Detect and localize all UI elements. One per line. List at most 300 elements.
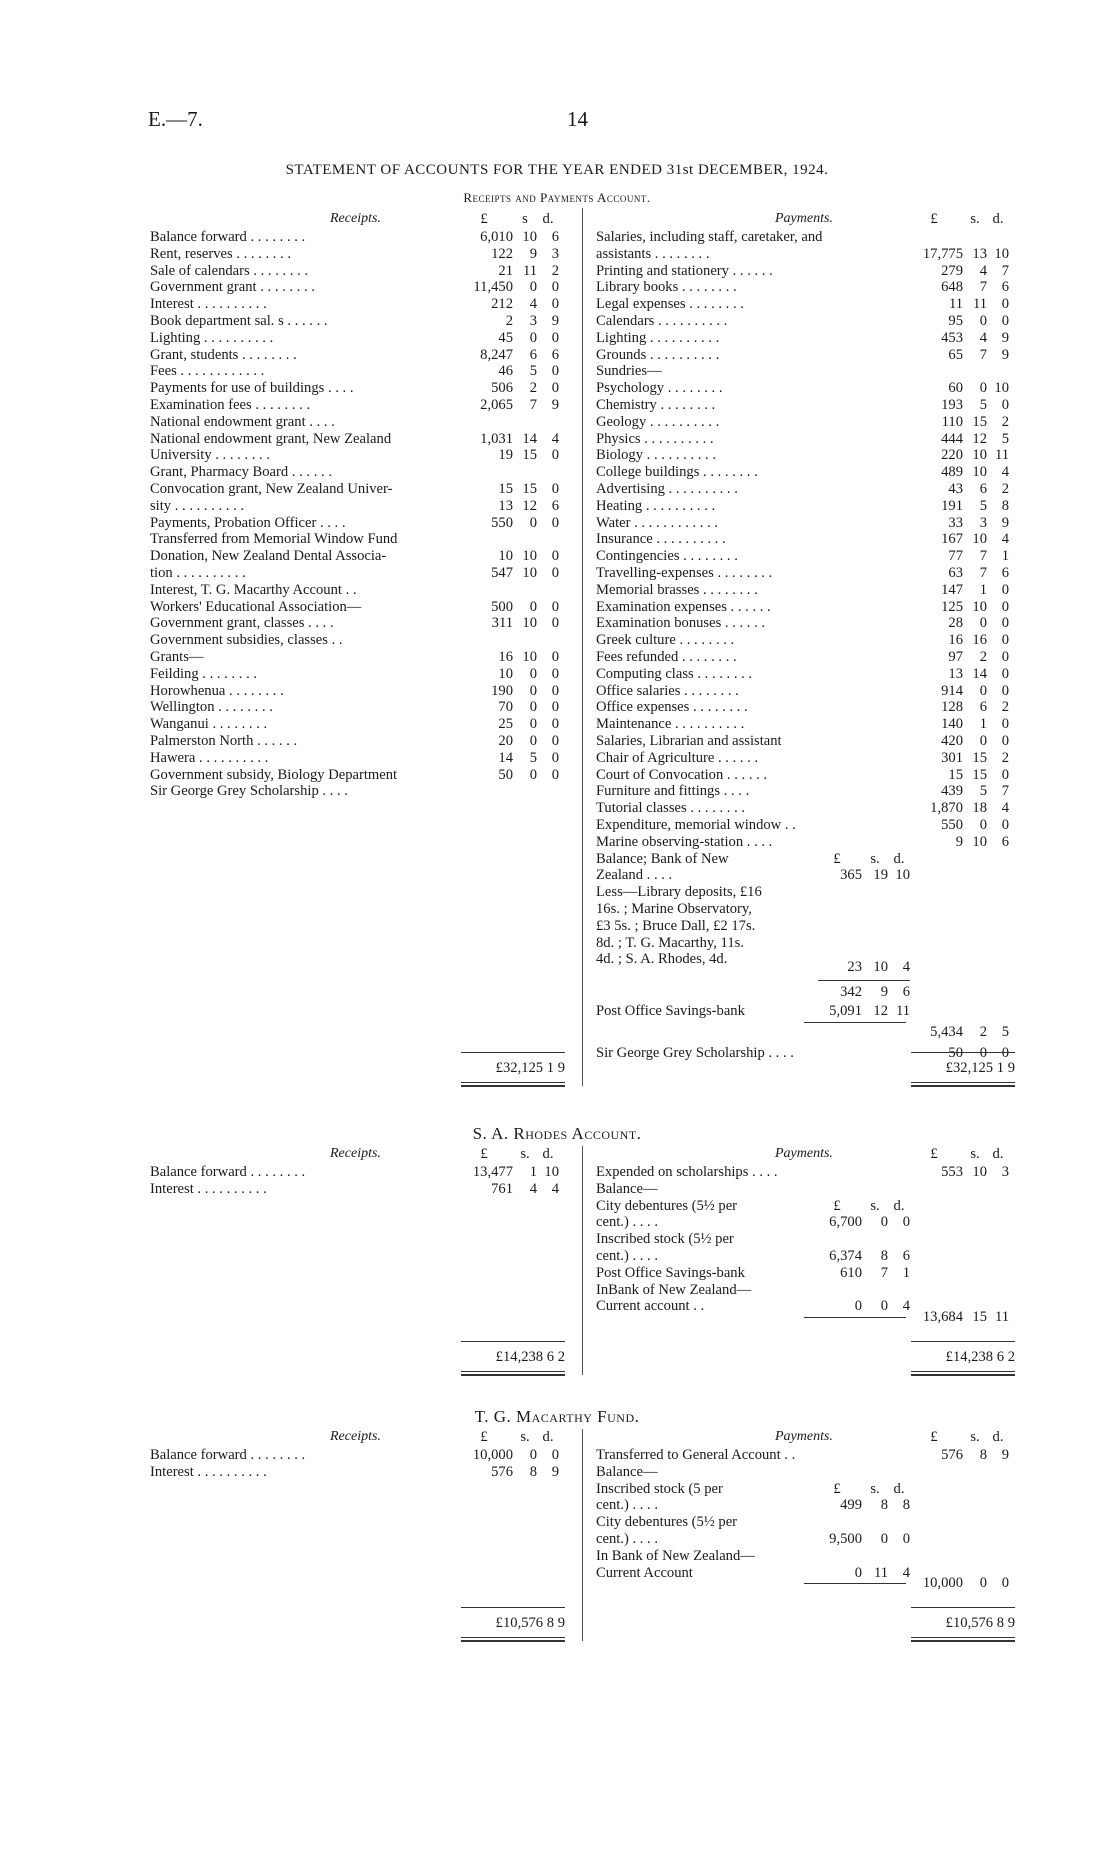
payment-row-amount — [905, 548, 1009, 565]
amount-shillings: 13 — [972, 245, 987, 262]
currency-unit: d. — [893, 1197, 905, 1214]
payment-row-label: Memorial brasses . . . . . . . . — [596, 581, 758, 598]
amount-shillings: 10 — [873, 959, 888, 976]
amount-shillings: 0 — [979, 817, 987, 833]
amount-pounds: 553 — [941, 1164, 963, 1180]
amount-pounds: 43 — [948, 481, 963, 497]
amount-pence: 9 — [1001, 514, 1009, 531]
currency-unit: s. — [870, 1480, 880, 1497]
payment-row-amount — [905, 800, 1009, 817]
receipt-row-label: National endowment grant, New Zealand — [150, 430, 392, 447]
balance-line: Inscribed stock (5½ per — [596, 1231, 734, 1248]
payment-row-label: Biology . . . . . . . . . . — [596, 447, 716, 464]
balance-detail-line: 16s. ; Marine Observatory, — [596, 901, 752, 917]
amount-pounds: 11,450 — [473, 279, 513, 296]
amount-shillings: 15 — [972, 1309, 987, 1326]
payment-row-label: Lighting . . . . . . . . . . — [596, 329, 720, 346]
amount-pounds: 122 — [491, 245, 513, 262]
amount-shillings: 0 — [979, 682, 987, 699]
bank-balance-amount — [812, 867, 910, 884]
payment-row-amount — [905, 733, 1009, 750]
amount-pence: 0 — [551, 766, 559, 783]
receipt-row-label: Wellington . . . . . . . . — [150, 699, 273, 716]
amount-shillings: 15 — [972, 413, 987, 430]
payment-row-label: Library books . . . . . . . . — [596, 279, 737, 296]
amount-pence: 0 — [1001, 1575, 1009, 1592]
amount-pounds: 50 — [948, 1044, 963, 1061]
amount-pence: 9 — [1001, 346, 1009, 363]
amount-pence: 0 — [551, 649, 559, 665]
amount-pounds: 167 — [941, 531, 963, 548]
amount-pence: 4 — [902, 959, 910, 976]
receipt-row-amount — [455, 229, 559, 246]
amount-pounds: 5,091 — [829, 1003, 862, 1019]
amount-pence: 11 — [994, 447, 1009, 464]
amount-pence: 5 — [1001, 430, 1009, 447]
amount-shillings: 11 — [972, 296, 987, 313]
amount-shillings: 10 — [972, 1164, 987, 1180]
payments-total: £32,125 1 9 — [945, 1060, 1015, 1076]
receipt-row-label: Palmerston North . . . . . . — [150, 733, 298, 749]
payments-currency-head — [905, 211, 1009, 228]
amount-pence: 0 — [551, 749, 559, 766]
net-bank-amount — [812, 984, 910, 1001]
amount-pence: 0 — [1001, 1044, 1009, 1061]
receipts-currency-head — [455, 1429, 559, 1446]
payment-row-label: assistants . . . . . . . . — [596, 245, 710, 262]
amount-pounds: 453 — [941, 329, 963, 346]
balance-line: Balance— — [596, 1463, 658, 1480]
balance-line: City debentures (5½ per — [596, 1197, 738, 1214]
balance-detail-line: Balance; Bank of New — [596, 850, 729, 867]
amount-pounds: 110 — [941, 413, 963, 430]
amount-pence: 0 — [1001, 682, 1009, 699]
payment-row-amount — [905, 279, 1009, 296]
amount-pence: 0 — [551, 296, 559, 313]
amount-shillings: 4 — [979, 329, 987, 346]
receipt-row-amount — [455, 363, 559, 380]
amount-pounds: 220 — [941, 447, 963, 464]
receipt-row-label: Interest . . . . . . . . . . — [150, 1180, 267, 1197]
amount-pence: 4 — [1001, 464, 1009, 481]
amount-pounds: 193 — [941, 397, 963, 413]
payment-row-label: Greek culture . . . . . . . . — [596, 632, 735, 649]
receipt-row-label: Sale of calendars . . . . . . . . — [150, 262, 309, 279]
receipt-row-label: National endowment grant . . . . — [150, 413, 335, 430]
balance-line: Current account . . — [596, 1298, 705, 1315]
amount-pounds: 301 — [941, 749, 963, 766]
amount-shillings: 9 — [529, 245, 537, 262]
amount-shillings: 0 — [529, 279, 537, 296]
amount-shillings: 2 — [979, 1023, 987, 1040]
amount-pounds: 9 — [955, 833, 963, 850]
balance-line-amount — [812, 1531, 910, 1548]
payment-row-label: Heating . . . . . . . . . . — [596, 497, 716, 514]
payment-row-amount — [905, 481, 1009, 498]
amount-pounds: 13 — [498, 497, 513, 514]
receipts-total-rule — [461, 1371, 565, 1376]
receipt-row-label: Donation, New Zealand Dental Associa- — [150, 548, 387, 565]
payment-row-label: Computing class . . . . . . . . — [596, 665, 753, 682]
receipts-total-top-rule — [461, 1052, 565, 1053]
amount-pounds: 8,247 — [480, 346, 513, 363]
amount-pence: 9 — [551, 397, 559, 413]
receipt-row-amount — [455, 347, 559, 364]
amount-shillings: 0 — [529, 682, 537, 699]
receipt-row-amount — [455, 565, 559, 582]
amount-shillings: 7 — [979, 346, 987, 363]
amount-pounds: 19 — [498, 447, 513, 464]
amount-shillings: 1 — [529, 1164, 537, 1180]
receipt-row-label: Interest . . . . . . . . . . — [150, 296, 267, 313]
amount-shillings: 10 — [522, 649, 537, 665]
amount-pounds: 0 — [854, 1564, 862, 1581]
currency-unit: d. — [542, 1429, 554, 1445]
balance-line: Current Account — [596, 1564, 693, 1581]
amount-pounds: 10,000 — [922, 1575, 963, 1592]
receipt-row-label: Hawera . . . . . . . . . . — [150, 749, 269, 766]
amount-shillings: 10 — [972, 531, 987, 548]
amount-shillings: 9 — [880, 984, 888, 1001]
amount-pounds: 500 — [491, 598, 513, 615]
payments-total-rule — [911, 1371, 1015, 1376]
receipt-row-label: Interest . . . . . . . . . . — [150, 1463, 267, 1480]
amount-pence: 0 — [551, 733, 559, 749]
receipt-row-label: Convocation grant, New Zealand Univer- — [150, 481, 393, 497]
amount-pounds: 60 — [948, 380, 963, 397]
payment-row-amount — [905, 330, 1009, 347]
amount-shillings: 4 — [979, 262, 987, 279]
balance-detail-line: £3 5s. ; Bruce Dall, £2 17s. — [596, 917, 756, 934]
amount-pence: 7 — [1001, 262, 1009, 279]
balance-total-amount — [905, 1024, 1009, 1041]
amount-shillings: 11 — [873, 1564, 888, 1581]
payment-row-label: Fees refunded . . . . . . . . — [596, 649, 737, 665]
amount-pence: 6 — [551, 497, 559, 514]
receipt-row-amount — [455, 296, 559, 313]
amount-pounds: 5,434 — [930, 1023, 963, 1040]
amount-shillings: 0 — [880, 1531, 888, 1547]
amount-shillings: 0 — [979, 380, 987, 397]
amount-pence: 0 — [1001, 665, 1009, 682]
amount-pence: 4 — [1001, 800, 1009, 817]
receipt-row-amount — [455, 1181, 559, 1198]
amount-shillings: 5 — [979, 397, 987, 413]
amount-pounds: 550 — [491, 514, 513, 531]
amount-pounds: 610 — [840, 1264, 862, 1281]
amount-pounds: 190 — [491, 682, 513, 699]
receipt-row-label: Book department sal. s . . . . . . — [150, 313, 328, 329]
receipt-row-label: Horowhenua . . . . . . . . — [150, 682, 284, 699]
receipt-row-label: Rent, reserves . . . . . . . . — [150, 245, 292, 262]
amount-shillings: 0 — [979, 313, 987, 329]
balance-line: Balance— — [596, 1180, 658, 1197]
section-title: S. A. Rhodes Account. — [472, 1124, 642, 1143]
amount-pence: 0 — [1001, 817, 1009, 833]
payment-row-label: Sundries— — [596, 363, 662, 380]
amount-pence: 8 — [902, 1497, 910, 1514]
amount-pence: 3 — [1001, 1164, 1009, 1180]
amount-pence: 0 — [551, 615, 559, 632]
section-title: T. G. Macarthy Fund. — [474, 1407, 640, 1426]
receipt-row-amount — [455, 515, 559, 532]
amount-shillings: 12 — [522, 497, 537, 514]
amount-pounds: 191 — [941, 497, 963, 514]
currency-unit: s. — [870, 850, 880, 867]
receipt-row-label: Transferred from Memorial Window Fund — [150, 531, 398, 548]
receipt-row-amount — [455, 447, 559, 464]
amount-pence: 10 — [994, 245, 1009, 262]
receipt-row-amount — [455, 498, 559, 515]
amount-pence: 0 — [1001, 733, 1009, 749]
amount-pounds: 6,700 — [829, 1214, 862, 1231]
payment-row-amount — [905, 246, 1009, 263]
amount-pounds: 761 — [491, 1180, 513, 1197]
balance-line-amount — [812, 1265, 910, 1282]
amount-pounds: 444 — [941, 430, 963, 447]
amount-pence: 0 — [551, 598, 559, 615]
amount-pence: 0 — [551, 716, 559, 733]
payment-row-amount — [905, 767, 1009, 784]
amount-shillings: 11 — [522, 262, 537, 279]
amount-pence: 0 — [551, 565, 559, 581]
amount-shillings: 5 — [979, 783, 987, 800]
receipt-row-label: Balance forward . . . . . . . . — [150, 229, 306, 245]
amount-shillings: 0 — [529, 514, 537, 531]
receipts-currency-head — [455, 1146, 559, 1163]
payment-row-label: Chemistry . . . . . . . . — [596, 397, 716, 413]
document-reference: E.—7. — [148, 107, 203, 131]
receipts-total: £14,238 6 2 — [495, 1349, 565, 1366]
amount-pence: 9 — [551, 313, 559, 329]
payment-row-amount — [905, 515, 1009, 532]
currency-unit: d. — [992, 1146, 1004, 1162]
payments-total-top-rule — [911, 1341, 1015, 1342]
amount-shillings: 5 — [979, 497, 987, 514]
amount-shillings: 10 — [522, 229, 537, 245]
receipt-row-amount — [455, 767, 559, 784]
payment-row-label: Insurance . . . . . . . . . . — [596, 531, 726, 548]
amount-shillings: 0 — [529, 699, 537, 716]
payment-row-label: Court of Convocation . . . . . . — [596, 766, 768, 783]
payment-row-label: Grounds . . . . . . . . . . — [596, 346, 720, 363]
payment-row-amount — [905, 716, 1009, 733]
amount-shillings: 8 — [880, 1497, 888, 1514]
payment-row-label: Water . . . . . . . . . . . . — [596, 514, 719, 531]
balance-line-amount — [812, 1497, 910, 1514]
balance-total-amount — [905, 1575, 1009, 1592]
currency-unit: d. — [893, 850, 905, 867]
balance-line-amount — [812, 1248, 910, 1265]
receipt-row-amount — [455, 716, 559, 733]
amount-pounds: 20 — [498, 733, 513, 749]
amount-pence: 0 — [551, 514, 559, 531]
amount-pence: 6 — [1001, 565, 1009, 581]
amount-pounds: 95 — [948, 313, 963, 329]
receipt-row-label: Lighting . . . . . . . . . . — [150, 329, 274, 346]
currency-unit: £ — [480, 1146, 488, 1162]
payment-row-label: Psychology . . . . . . . . — [596, 380, 723, 397]
amount-pounds: 147 — [941, 581, 963, 598]
amount-shillings: 0 — [979, 733, 987, 749]
amount-pounds: 506 — [491, 380, 513, 397]
amount-shillings: 19 — [873, 867, 888, 884]
payment-row-amount — [905, 464, 1009, 481]
amount-pounds: 21 — [498, 262, 513, 279]
amount-pounds: 6,010 — [480, 229, 513, 245]
receipts-currency-head — [455, 211, 559, 228]
currency-unit: s. — [520, 1429, 530, 1445]
payment-row-amount — [905, 699, 1009, 716]
amount-pounds: 128 — [941, 699, 963, 716]
amount-shillings: 0 — [979, 1575, 987, 1592]
receipt-row-amount — [455, 1447, 559, 1464]
payment-row-amount — [905, 582, 1009, 599]
payment-row-amount — [905, 313, 1009, 330]
receipts-total-top-rule — [461, 1607, 565, 1608]
receipt-row-amount — [455, 548, 559, 565]
amount-pence: 0 — [551, 699, 559, 716]
amount-shillings: 8 — [880, 1248, 888, 1264]
payments-total-rule — [911, 1082, 1015, 1087]
currency-unit: d. — [992, 211, 1004, 227]
amount-shillings: 6 — [979, 481, 987, 497]
receipt-row-amount — [455, 397, 559, 414]
payment-row-amount — [905, 1164, 1009, 1181]
amount-shillings: 2 — [979, 649, 987, 665]
amount-pence: 9 — [1001, 329, 1009, 346]
currency-unit: s — [522, 211, 528, 227]
payment-row-amount — [905, 817, 1009, 834]
amount-pence: 4 — [551, 1180, 559, 1197]
amount-pounds: 648 — [941, 279, 963, 296]
balance-line: In Bank of New Zealand— — [596, 1547, 755, 1564]
receipt-row-label: tion . . . . . . . . . . — [150, 565, 246, 581]
amount-pounds: 2,065 — [480, 397, 513, 413]
receipt-row-amount — [455, 330, 559, 347]
amount-shillings: 18 — [972, 800, 987, 817]
amount-pounds: 279 — [941, 262, 963, 279]
payment-row-label: Examination bonuses . . . . . . — [596, 615, 766, 632]
receipt-row-label: Feilding . . . . . . . . — [150, 665, 258, 682]
balance-currency-head — [812, 1198, 910, 1215]
receipts-total: £10,576 8 9 — [495, 1615, 565, 1632]
amount-pounds: 13,684 — [922, 1309, 963, 1326]
amount-shillings: 8 — [529, 1463, 537, 1480]
amount-shillings: 1 — [979, 716, 987, 733]
currency-unit: £ — [833, 1197, 841, 1214]
amount-shillings: 0 — [529, 716, 537, 733]
receipts-heading: Receipts. — [330, 1429, 381, 1444]
amount-pounds: 914 — [941, 682, 963, 699]
column-divider — [582, 1146, 583, 1375]
payment-row-amount — [905, 531, 1009, 548]
amount-pounds: 489 — [941, 464, 963, 481]
amount-shillings: 14 — [972, 665, 987, 682]
payment-row-label: Calendars . . . . . . . . . . — [596, 313, 728, 329]
payment-row-amount — [905, 599, 1009, 616]
amount-pence: 0 — [551, 1447, 559, 1463]
payment-row-amount — [905, 750, 1009, 767]
amount-pence: 2 — [551, 262, 559, 279]
receipt-row-amount — [455, 246, 559, 263]
amount-shillings: 10 — [972, 833, 987, 850]
amount-shillings: 4 — [529, 296, 537, 313]
receipt-row-amount — [455, 683, 559, 700]
balance-line: InBank of New Zealand— — [596, 1281, 752, 1298]
payments-heading: Payments. — [775, 1146, 833, 1161]
payment-row-amount — [905, 615, 1009, 632]
amount-pence: 0 — [551, 665, 559, 682]
amount-shillings: 15 — [522, 447, 537, 464]
currency-unit: s. — [970, 1146, 980, 1162]
amount-pounds: 16 — [948, 632, 963, 649]
amount-shillings: 7 — [979, 279, 987, 296]
payment-row-label: Office salaries . . . . . . . . — [596, 682, 739, 699]
payment-row-amount — [905, 263, 1009, 280]
amount-pounds: 212 — [491, 296, 513, 313]
balance-line-amount — [812, 1298, 910, 1315]
amount-pence: 6 — [902, 1248, 910, 1264]
balance-line-amount — [812, 1565, 910, 1582]
amount-pounds: 547 — [491, 565, 513, 581]
currency-unit: £ — [833, 850, 841, 867]
receipt-row-label: Fees . . . . . . . . . . . . — [150, 363, 265, 380]
amount-pence: 9 — [551, 1463, 559, 1480]
amount-pence: 2 — [1001, 749, 1009, 766]
statement-title: STATEMENT OF ACCOUNTS FOR THE YEAR ENDED 31st DECEMBER, 1924. — [285, 162, 829, 178]
payments-total-top-rule — [911, 1052, 1015, 1053]
receipt-row-amount — [455, 733, 559, 750]
payment-row-amount — [905, 347, 1009, 364]
receipts-total: £32,125 1 9 — [495, 1060, 565, 1076]
amount-shillings: 10 — [522, 548, 537, 565]
amount-shillings: 0 — [880, 1298, 888, 1315]
amount-pence: 2 — [1001, 481, 1009, 497]
amount-pence: 4 — [1001, 531, 1009, 548]
receipts-total-top-rule — [461, 1341, 565, 1342]
amount-shillings: 15 — [522, 481, 537, 497]
receipt-row-amount — [455, 263, 559, 280]
receipt-row-amount — [455, 699, 559, 716]
amount-pence: 0 — [902, 1531, 910, 1547]
receipt-row-label: Government grant, classes . . . . — [150, 615, 334, 632]
amount-shillings: 15 — [972, 749, 987, 766]
amount-shillings: 0 — [529, 665, 537, 682]
amount-shillings: 15 — [972, 766, 987, 783]
amount-pence: 0 — [1001, 766, 1009, 783]
amount-shillings: 0 — [979, 1044, 987, 1061]
amount-shillings: 5 — [529, 363, 537, 380]
payment-row-amount — [905, 834, 1009, 851]
balance-line: Inscribed stock (5 per — [596, 1480, 723, 1497]
amount-pounds: 10 — [498, 548, 513, 565]
payment-row-label: Contingencies . . . . . . . . — [596, 548, 738, 565]
receipt-row-amount — [455, 1164, 559, 1181]
currency-unit: d. — [992, 1429, 1004, 1445]
payment-row-amount — [905, 683, 1009, 700]
balance-detail-line: Less—Library deposits, £16 — [596, 884, 762, 901]
amount-shillings: 8 — [979, 1447, 987, 1463]
amount-shillings: 16 — [972, 632, 987, 649]
currency-unit: d. — [542, 1146, 554, 1162]
amount-pence: 4 — [902, 1564, 910, 1581]
receipt-row-amount — [455, 615, 559, 632]
receipt-row-label: Government grant . . . . . . . . — [150, 279, 315, 296]
amount-pence: 0 — [551, 363, 559, 380]
balance-line: cent.) . . . . — [596, 1248, 659, 1264]
amount-shillings: 0 — [529, 766, 537, 783]
